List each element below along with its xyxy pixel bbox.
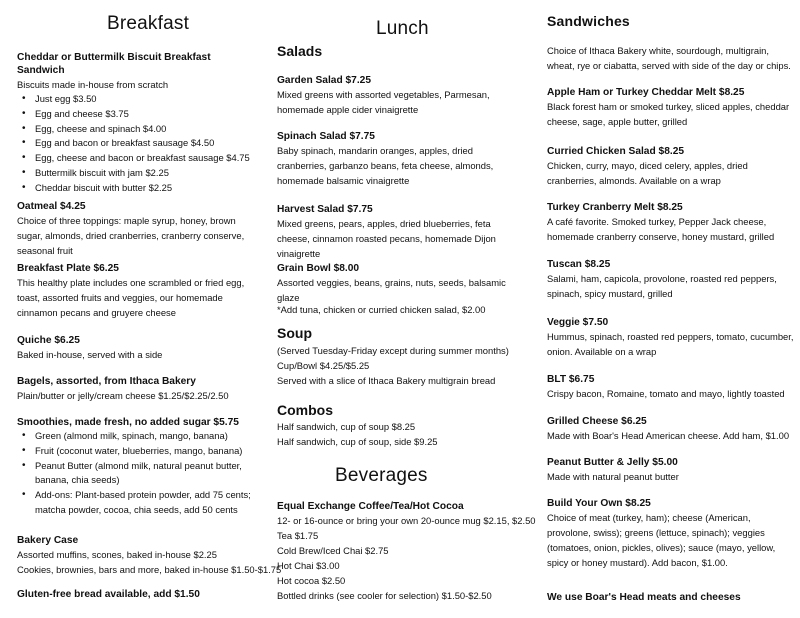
garden-salad-item [277, 74, 522, 117]
item-desc: This healthy plate includes one scrambled or fried egg, toast, assorted fruits and veggies, our homemade cinnamon pecans and gruyere cheese [17, 277, 245, 318]
item-line: Bottled drinks (see cooler for selection) $1.50-$2.50 [277, 590, 492, 601]
combos-item [277, 419, 522, 449]
sandwich-item [547, 373, 795, 401]
sandwich-item [547, 316, 795, 359]
list-item: • Just egg $3.50 [35, 92, 257, 107]
item-desc: Black forest ham or smoked turkey, sliced apples, cheddar cheese, sage, apple butter, grilled [547, 101, 790, 127]
sandwich-options [17, 92, 257, 196]
item-desc: Plain/butter or jelly/cream cheese $1.25/$2.25/2.50 [17, 390, 229, 401]
item-line: 12- or 16-ounce or bring your own 20-ounce mug $2.15, $2.50 [277, 515, 536, 526]
list-item: • Add-ons: Plant-based protein powder, add 75 cents; matcha powder, cocoa, chia seeds, add 50 cents [35, 488, 257, 518]
sandwich-item [547, 497, 795, 570]
salad-addon-note: *Add tuna, chicken or curried chicken salad, $2.00 [277, 304, 486, 315]
item-name: Cheddar or Buttermilk Biscuit Breakfast Sandwich [17, 52, 211, 76]
grain-bowl-item [277, 262, 522, 305]
item-desc: Made with natural peanut butter [547, 471, 679, 482]
item-desc: Choice of three toppings: maple syrup, honey, brown sugar, almonds, dried cranberries, cranberry conserve, seasonal fruit [17, 215, 245, 256]
harvest-salad-item [277, 203, 522, 261]
gluten-free-note: Gluten-free bread available, add $1.50 [17, 589, 200, 600]
smoothie-options [17, 429, 257, 518]
item-desc: Chicken, curry, mayo, diced celery, apples, dried cranberries, almonds. Available on a wrap [547, 160, 748, 186]
item-line: (Served Tuesday-Friday except during summer months) [277, 345, 509, 356]
item-name: Peanut Butter & Jelly $5.00 [547, 457, 678, 468]
oatmeal-item [17, 200, 257, 258]
bakery-case-item [17, 534, 282, 577]
sandwich-item [547, 456, 795, 484]
item-name: Oatmeal $4.25 [17, 201, 86, 212]
item-line: Hot cocoa $2.50 [277, 575, 346, 586]
list-item: • Egg, cheese and spinach $4.00 [35, 122, 257, 137]
list-item: • Egg and cheese $3.75 [35, 107, 257, 122]
sandwiches-intro: Choice of Ithaca Bakery white, sourdough, multigrain, wheat, rye or ciabatta, served with side of the day or chips. [547, 45, 791, 71]
item-name: Turkey Cranberry Melt $8.25 [547, 202, 683, 213]
item-name: Tuscan $8.25 [547, 259, 611, 270]
item-name: Grain Bowl $8.00 [277, 263, 360, 274]
item-line: Cup/Bowl $4.25/$5.25 [277, 360, 370, 371]
list-item: • Cheddar biscuit with butter $2.25 [35, 181, 257, 196]
item-name: Smoothies, made fresh, no added sugar $5.75 [17, 417, 239, 428]
item-name: Curried Chicken Salad $8.25 [547, 146, 685, 157]
bagels-item [17, 375, 257, 403]
item-desc: A café favorite. Smoked turkey, Pepper Jack cheese, homemade cranberry conserve, honey mustard, grilled [547, 216, 775, 242]
item-name: Breakfast Plate $6.25 [17, 263, 119, 274]
list-item: • Egg and bacon or breakfast sausage $4.50 [35, 136, 257, 151]
item-name: Apple Ham or Turkey Cheddar Melt $8.25 [547, 87, 745, 98]
coffee-item [277, 500, 536, 603]
soup-heading: Soup [277, 325, 312, 341]
item-name: BLT $6.75 [547, 374, 595, 385]
item-name: Equal Exchange Coffee/Tea/Hot Cocoa [277, 501, 464, 512]
item-desc: Mixed greens, pears, apples, dried blueberries, feta cheese, cinnamon roasted pecans, homemade Dijon vinaigrette [277, 218, 496, 259]
quiche-item [17, 334, 257, 362]
sandwiches-heading: Sandwiches [547, 13, 630, 29]
item-line: Assorted muffins, scones, baked in-house $2.25 [17, 549, 217, 560]
item-desc: Hummus, spinach, roasted red peppers, tomato, cucumber, onion. Available on a wrap [547, 331, 794, 357]
item-desc: Baked in-house, served with a side [17, 349, 163, 360]
lunch-heading: Lunch [376, 18, 429, 39]
beverages-heading: Beverages [335, 465, 428, 486]
item-name: Spinach Salad $7.75 [277, 131, 375, 142]
biscuit-sandwich-item [17, 51, 257, 196]
item-desc: Crispy bacon, Romaine, tomato and mayo, lightly toasted [547, 388, 785, 399]
item-line: Cold Brew/Iced Chai $2.75 [277, 545, 389, 556]
smoothies-item [17, 416, 257, 518]
item-desc: Biscuits made in-house from scratch [17, 79, 169, 90]
item-line: Served with a slice of Ithaca Bakery multigrain bread [277, 375, 496, 386]
item-name: Build Your Own $8.25 [547, 498, 651, 509]
item-desc: Baby spinach, mandarin oranges, apples, dried cranberries, garbanzo beans, feta cheese, almonds, homemade balsamic vinaigrette [277, 145, 494, 186]
item-name: Bakery Case [17, 535, 79, 546]
sandwich-item [547, 86, 795, 129]
sandwich-item [547, 258, 795, 301]
list-item: • Egg, cheese and bacon or breakfast sausage $4.75 [35, 151, 257, 166]
sandwich-item [547, 415, 795, 443]
salads-heading: Salads [277, 43, 323, 59]
item-desc: Mixed greens with assorted vegetables, Parmesan, homemade apple cider vinaigrette [277, 89, 490, 115]
item-name: Grilled Cheese $6.25 [547, 416, 647, 427]
item-line: Half sandwich, cup of soup, side $9.25 [277, 436, 438, 447]
spinach-salad-item [277, 130, 522, 188]
list-item: • Buttermilk biscuit with jam $2.25 [35, 166, 257, 181]
item-name: Harvest Salad $7.75 [277, 204, 373, 215]
list-item: • Fruit (coconut water, blueberries, mango, banana) [35, 444, 257, 459]
list-item: • Peanut Butter (almond milk, natural peanut butter, banana, chia seeds) [35, 459, 257, 489]
sandwich-item [547, 201, 795, 244]
boars-head-note: We use Boar's Head meats and cheeses [547, 592, 741, 603]
item-desc: Assorted veggies, beans, grains, nuts, seeds, balsamic glaze [277, 277, 506, 303]
item-line: Cookies, brownies, bars and more, baked in-house $1.50-$1.75 [17, 564, 282, 575]
item-name: Bagels, assorted, from Ithaca Bakery [17, 376, 196, 387]
item-line: Tea $1.75 [277, 530, 319, 541]
list-item: • Green (almond milk, spinach, mango, banana) [35, 429, 257, 444]
item-name: Garden Salad $7.25 [277, 75, 372, 86]
item-name: Quiche $6.25 [17, 335, 80, 346]
item-desc: Choice of meat (turkey, ham); cheese (American, provolone, swiss); greens (lettuce, spinach); veggies (tomatoes, onion, pickles, olives); sauce (mayo, yellow, spicy or honey mustard). Add bacon, $1.00. [547, 512, 776, 568]
item-name: Veggie $7.50 [547, 317, 609, 328]
item-desc: Made with Boar's Head American cheese. Add ham, $1.00 [547, 430, 790, 441]
breakfast-plate-item [17, 262, 257, 320]
breakfast-heading: Breakfast [107, 13, 190, 34]
sandwich-item [547, 145, 795, 188]
soup-item [277, 343, 522, 388]
item-line: Hot Chai $3.00 [277, 560, 340, 571]
item-line: Half sandwich, cup of soup $8.25 [277, 421, 416, 432]
item-desc: Salami, ham, capicola, provolone, roasted red peppers, spinach, spicy mustard, grilled [547, 273, 777, 299]
combos-heading: Combos [277, 402, 333, 418]
